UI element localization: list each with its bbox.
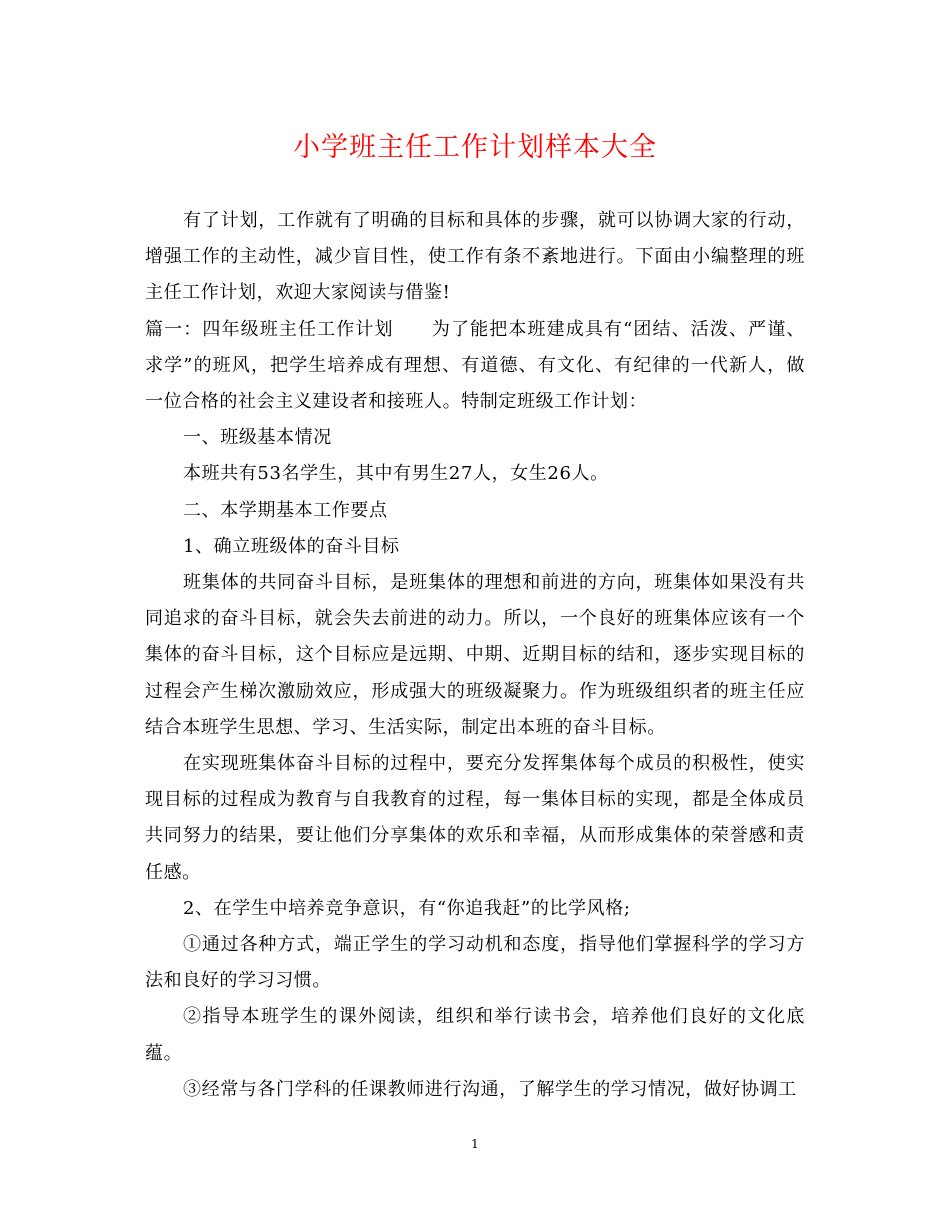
heading-class-basics: 一、班级基本情况 [183, 427, 332, 449]
paragraph-class-size: 本班共有53名学生，其中有男生27人，女生26人。 [183, 463, 609, 485]
document-title: 小学班主任工作计划样本大全 [293, 132, 657, 163]
heading-work-points: 二、本学期基本工作要点 [183, 499, 388, 521]
paragraph-intro: 有了计划，工作就有了明确的目标和具体的步骤，就可以协调大家的行动，增强工作的主动性，减少盲目性，使工作有条不紊地进行。下面由小编整理的班主任工作计划，欢迎大家阅读与借鉴! [145, 210, 805, 304]
heading-competition: 2、在学生中培养竞争意识，有“你追我赶”的比学风格; [183, 897, 631, 919]
paragraph-chapter-one: 篇一：四年级班主任工作计划 为了能把本班建成具有“团结、活泼、严谨、求学”的班风，把学生培养成有理想、有道德、有文化、有纪律的一代新人，做一位合格的社会主义建设者和接班人。特制定班级工作计划： [145, 318, 805, 413]
list-item-teachers: ③经常与各门学科的任课教师进行沟通，了解学生的学习情况，做好协调工 [183, 1078, 797, 1100]
paragraph-goal-process: 在实现班集体奋斗目标的过程中，要充分发挥集体每个成员的积极性，使实现目标的过程成为教育与自我教育的过程，每一集体目标的实现，都是全体成员共同努力的结果，要让他们分享集体的欢乐和幸福，从而形成集体的荣誉感和责任感。 [145, 753, 805, 883]
document-body [145, 203, 805, 1108]
page-number: 1 [471, 1137, 479, 1151]
list-item-study-habits: ①通过各种方式，端正学生的学习动机和态度，指导他们掌握科学的学习方法和良好的学习习惯。 [145, 934, 805, 992]
heading-goal: 1、确立班级体的奋斗目标 [183, 535, 400, 557]
paragraph-goal: 班集体的共同奋斗目标，是班集体的理想和前进的方向，班集体如果没有共同追求的奋斗目标，就会失去前进的动力。所以，一个良好的班集体应该有一个集体的奋斗目标，这个目标应是远期、中期、近期目标的结和，逐步实现目标的过程会产生梯次激励效应，形成强大的班级凝聚力。作为班级组织者的班主任应结合本班学生思想、学习、生活实际，制定出本班的奋斗目标。 [145, 572, 805, 738]
list-item-reading: ②指导本班学生的课外阅读，组织和举行读书会，培养他们良好的文化底蕴。 [145, 1006, 805, 1064]
